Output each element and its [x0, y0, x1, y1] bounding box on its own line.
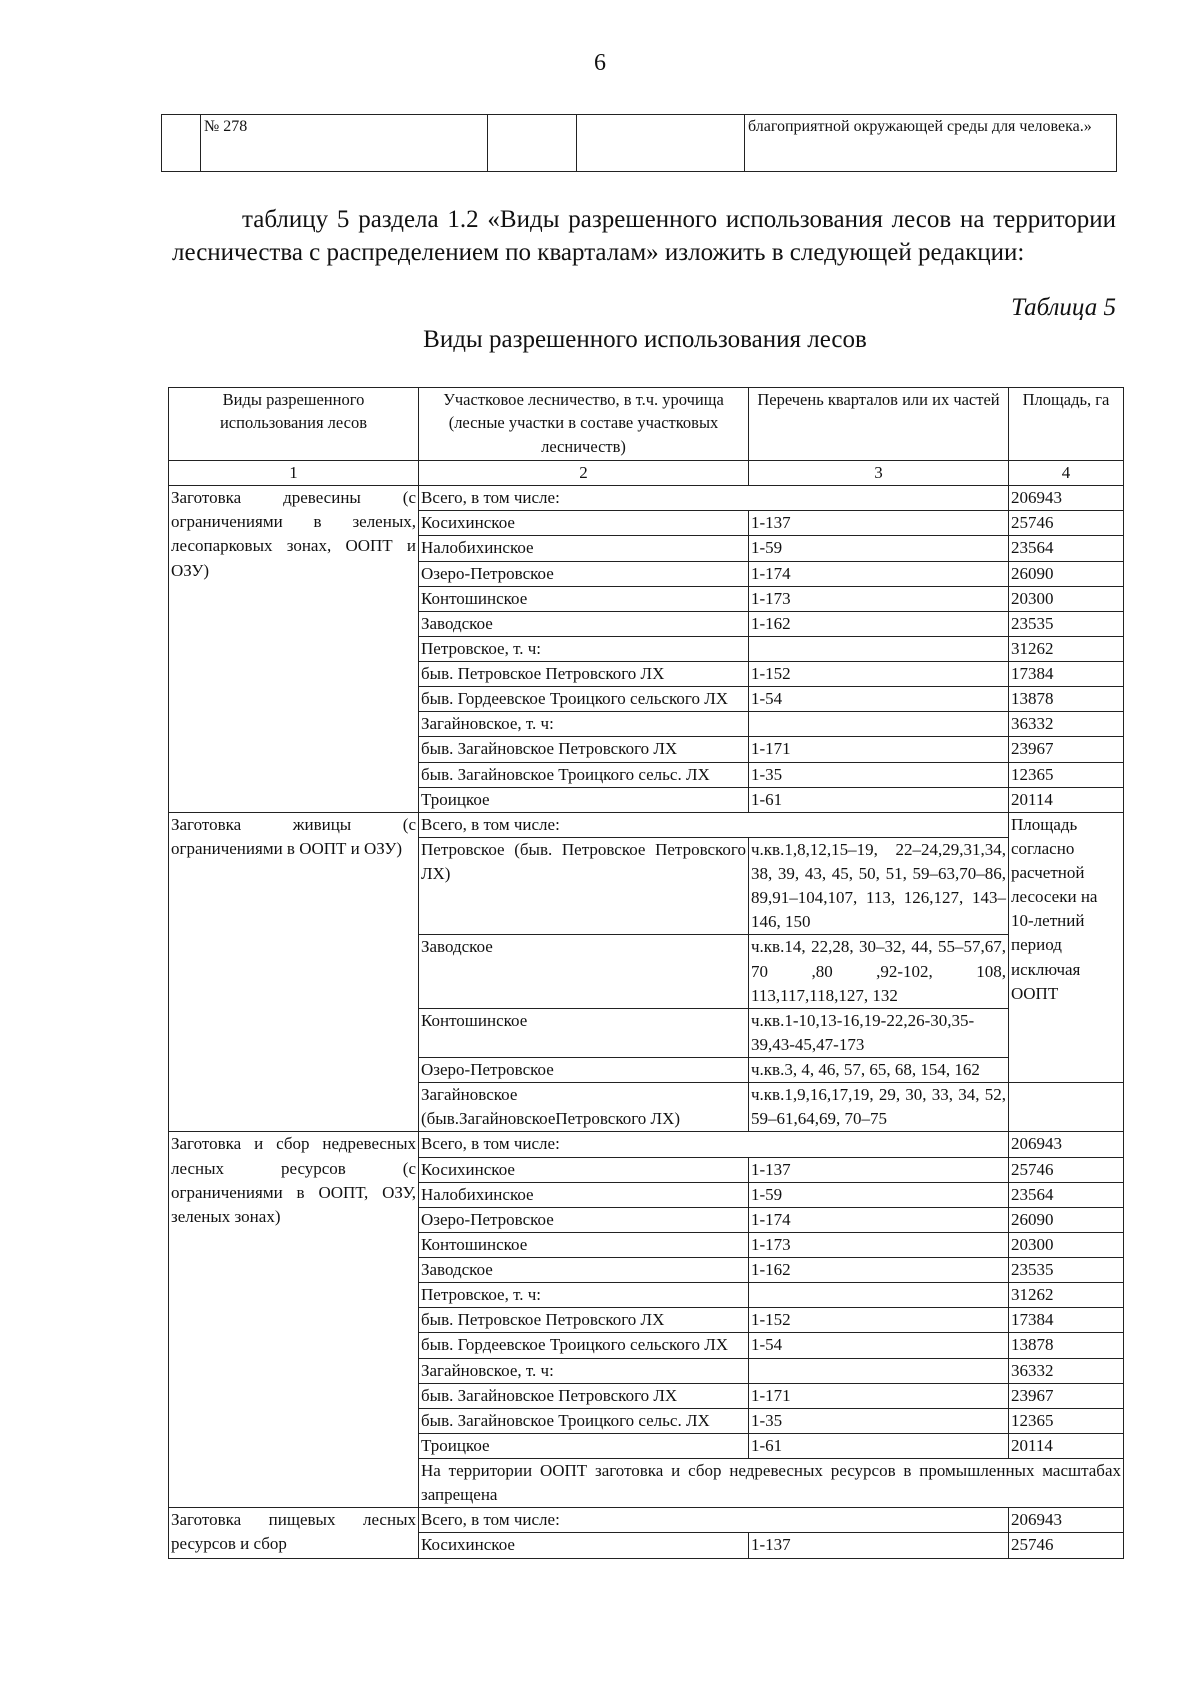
section-total-row [169, 812, 1124, 837]
district-name: быв. Загайновское Троицкого сельс. ЛХ [419, 1408, 749, 1433]
header-row [169, 388, 1124, 461]
district-name: быв. Петровское Петровского ЛХ [419, 1308, 749, 1333]
area-note-cell: Площадь согласно расчетной лесосеки на 10-летний период исключая ООПТ [1009, 812, 1124, 1082]
total-area: 206943 [1009, 486, 1124, 511]
quarters-cell: 1-162 [749, 611, 1009, 636]
table-cell [488, 115, 577, 172]
header-use-type: Виды разрешенного использования лесов [169, 388, 419, 461]
district-name: Косихинское [419, 511, 749, 536]
quarters-cell: 1-171 [749, 737, 1009, 762]
district-name: Контошинское [419, 1232, 749, 1257]
column-number: 4 [1009, 461, 1124, 486]
table-cell: № 278 [201, 115, 488, 172]
area-cell: 25746 [1009, 511, 1124, 536]
table-label: Таблица 5 [1011, 294, 1116, 321]
area-cell: 36332 [1009, 712, 1124, 737]
area-cell: 20114 [1009, 787, 1124, 812]
total-label: Всего, в том числе: [419, 1508, 1009, 1533]
quarters-cell [749, 1358, 1009, 1383]
area-cell: 23535 [1009, 611, 1124, 636]
column-number: 3 [749, 461, 1009, 486]
header-district: Участковое лесничество, в т.ч. урочища (лесные участки в составе участковых лесничеств) [419, 388, 749, 461]
quarters-cell: 1-59 [749, 1182, 1009, 1207]
total-label: Всего, в том числе: [419, 486, 1009, 511]
column-number: 2 [419, 461, 749, 486]
quarters-cell: 1-162 [749, 1258, 1009, 1283]
district-name: Контошинское [419, 586, 749, 611]
area-cell: 23967 [1009, 1383, 1124, 1408]
district-name: Петровское, т. ч: [419, 1283, 749, 1308]
intro-paragraph: таблицу 5 раздела 1.2 «Виды разрешенного использования лесов на территории лесничества с распределением по кварталам» изложить в следующей редакции: [172, 206, 1116, 266]
quarters-cell: 1-61 [749, 787, 1009, 812]
district-name: Загайновское, т. ч: [419, 712, 749, 737]
quarters-cell: ч.кв.3, 4, 46, 57, 65, 68, 154, 162 [749, 1058, 1009, 1083]
area-cell: 20300 [1009, 1232, 1124, 1257]
section-total-row [169, 1132, 1124, 1157]
column-number: 1 [169, 461, 419, 486]
district-name: быв. Загайновское Петровского ЛХ [419, 1383, 749, 1408]
district-name: Налобихинское [419, 1182, 749, 1207]
area-cell: 26090 [1009, 561, 1124, 586]
quarters-cell [749, 712, 1009, 737]
quarters-cell: ч.кв.1,9,16,17,19, 29, 30, 33, 34, 52, 59–61,64,69, 70–75 [749, 1083, 1009, 1132]
quarters-cell: 1-152 [749, 662, 1009, 687]
column-numbers-row [169, 461, 1124, 486]
page-number: 6 [594, 50, 606, 76]
district-name: Троицкое [419, 787, 749, 812]
district-name: Озеро-Петровское [419, 1058, 749, 1083]
district-name: быв. Загайновское Троицкого сельс. ЛХ [419, 762, 749, 787]
area-cell: 17384 [1009, 1308, 1124, 1333]
quarters-cell: 1-174 [749, 561, 1009, 586]
area-cell: 23535 [1009, 1258, 1124, 1283]
quarters-cell: ч.кв.14, 22,28, 30–32, 44, 55–57,67, 70 ,80 ,92-102, 108, 113,117,118,127, 132 [749, 935, 1009, 1008]
area-cell: 13878 [1009, 687, 1124, 712]
area-cell [1009, 1083, 1124, 1132]
area-cell: 36332 [1009, 1358, 1124, 1383]
previous-table-fragment [161, 114, 1117, 172]
area-cell: 25746 [1009, 1157, 1124, 1182]
quarters-cell: 1-35 [749, 1408, 1009, 1433]
quarters-cell: ч.кв.1-10,13-16,19-22,26-30,35-39,43-45,47-173 [749, 1008, 1009, 1057]
district-name: быв. Загайновское Петровского ЛХ [419, 737, 749, 762]
district-name: Загайновское (быв.ЗагайновскоеПетровского ЛХ) [419, 1083, 749, 1132]
district-name: Заводское [419, 1258, 749, 1283]
district-name: Косихинское [419, 1533, 749, 1558]
area-cell: 25746 [1009, 1533, 1124, 1558]
header-area: Площадь, га [1009, 388, 1124, 461]
area-cell: 20300 [1009, 586, 1124, 611]
district-name: Загайновское, т. ч: [419, 1358, 749, 1383]
quarters-cell: 1-137 [749, 1533, 1009, 1558]
quarters-cell: 1-54 [749, 687, 1009, 712]
use-type-cell: Заготовка древесины (с ограничениями в зеленых, лесопарковых зонах, ООПТ и ОЗУ) [169, 486, 419, 813]
area-cell: 31262 [1009, 1283, 1124, 1308]
area-cell: 23564 [1009, 536, 1124, 561]
district-name: Косихинское [419, 1157, 749, 1182]
area-cell: 20114 [1009, 1433, 1124, 1458]
quarters-cell [749, 1283, 1009, 1308]
quarters-cell [749, 636, 1009, 661]
quarters-cell: 1-59 [749, 536, 1009, 561]
district-name: Заводское [419, 935, 749, 1008]
header-quarters: Перечень кварталов или их частей [749, 388, 1009, 461]
use-type-cell: Заготовка и сбор недревесных лесных ресурсов (с ограничениями в ООПТ, ОЗУ, зеленых зонах) [169, 1132, 419, 1508]
section-total-row [169, 1508, 1124, 1533]
area-cell: 12365 [1009, 762, 1124, 787]
area-cell: 23564 [1009, 1182, 1124, 1207]
area-cell: 26090 [1009, 1207, 1124, 1232]
district-name: Озеро-Петровское [419, 561, 749, 586]
table-cell [162, 115, 201, 172]
total-label: Всего, в том числе: [419, 1132, 1009, 1157]
area-cell: 23967 [1009, 737, 1124, 762]
district-name: Озеро-Петровское [419, 1207, 749, 1232]
total-area: 206943 [1009, 1508, 1124, 1533]
quarters-cell: 1-171 [749, 1383, 1009, 1408]
forest-use-table [168, 387, 1124, 1559]
area-cell: 17384 [1009, 662, 1124, 687]
district-name: Троицкое [419, 1433, 749, 1458]
table-row [162, 115, 1117, 172]
quarters-cell: 1-54 [749, 1333, 1009, 1358]
total-label: Всего, в том числе: [419, 812, 1009, 837]
quarters-cell: 1-137 [749, 1157, 1009, 1182]
district-name: Петровское, т. ч: [419, 636, 749, 661]
district-name: Заводское [419, 611, 749, 636]
total-area: 206943 [1009, 1132, 1124, 1157]
area-cell: 31262 [1009, 636, 1124, 661]
area-cell: 12365 [1009, 1408, 1124, 1433]
quarters-cell: 1-174 [749, 1207, 1009, 1232]
section-total-row [169, 486, 1124, 511]
table-cell: благоприятной окружающей среды для человека.» [745, 115, 1117, 172]
area-cell: 13878 [1009, 1333, 1124, 1358]
use-type-cell: Заготовка пищевых лесных ресурсов и сбор [169, 1508, 419, 1558]
table-cell [577, 115, 745, 172]
quarters-cell: 1-173 [749, 1232, 1009, 1257]
quarters-cell: 1-173 [749, 586, 1009, 611]
quarters-cell: 1-35 [749, 762, 1009, 787]
quarters-cell: 1-152 [749, 1308, 1009, 1333]
quarters-cell: 1-137 [749, 511, 1009, 536]
note-cell: На территории ООПТ заготовка и сбор недревесных ресурсов в промышленных масштабах запрещена [419, 1459, 1124, 1508]
table-title: Виды разрешенного использования лесов [423, 326, 867, 353]
district-name: Петровское (быв. Петровское Петровского ЛХ) [419, 837, 749, 935]
use-type-cell: Заготовка живицы (с ограничениями в ООПТ и ОЗУ) [169, 812, 419, 1132]
district-name: быв. Гордеевское Троицкого сельского ЛХ [419, 687, 749, 712]
district-name: быв. Петровское Петровского ЛХ [419, 662, 749, 687]
district-name: быв. Гордеевское Троицкого сельского ЛХ [419, 1333, 749, 1358]
district-name: Контошинское [419, 1008, 749, 1057]
quarters-cell: 1-61 [749, 1433, 1009, 1458]
district-name: Налобихинское [419, 536, 749, 561]
quarters-cell: ч.кв.1,8,12,15–19, 22–24,29,31,34, 38, 39, 43, 45, 50, 51, 59–63,70–86, 89,91–104,107, 113, 126,127, 143–146, 150 [749, 837, 1009, 935]
